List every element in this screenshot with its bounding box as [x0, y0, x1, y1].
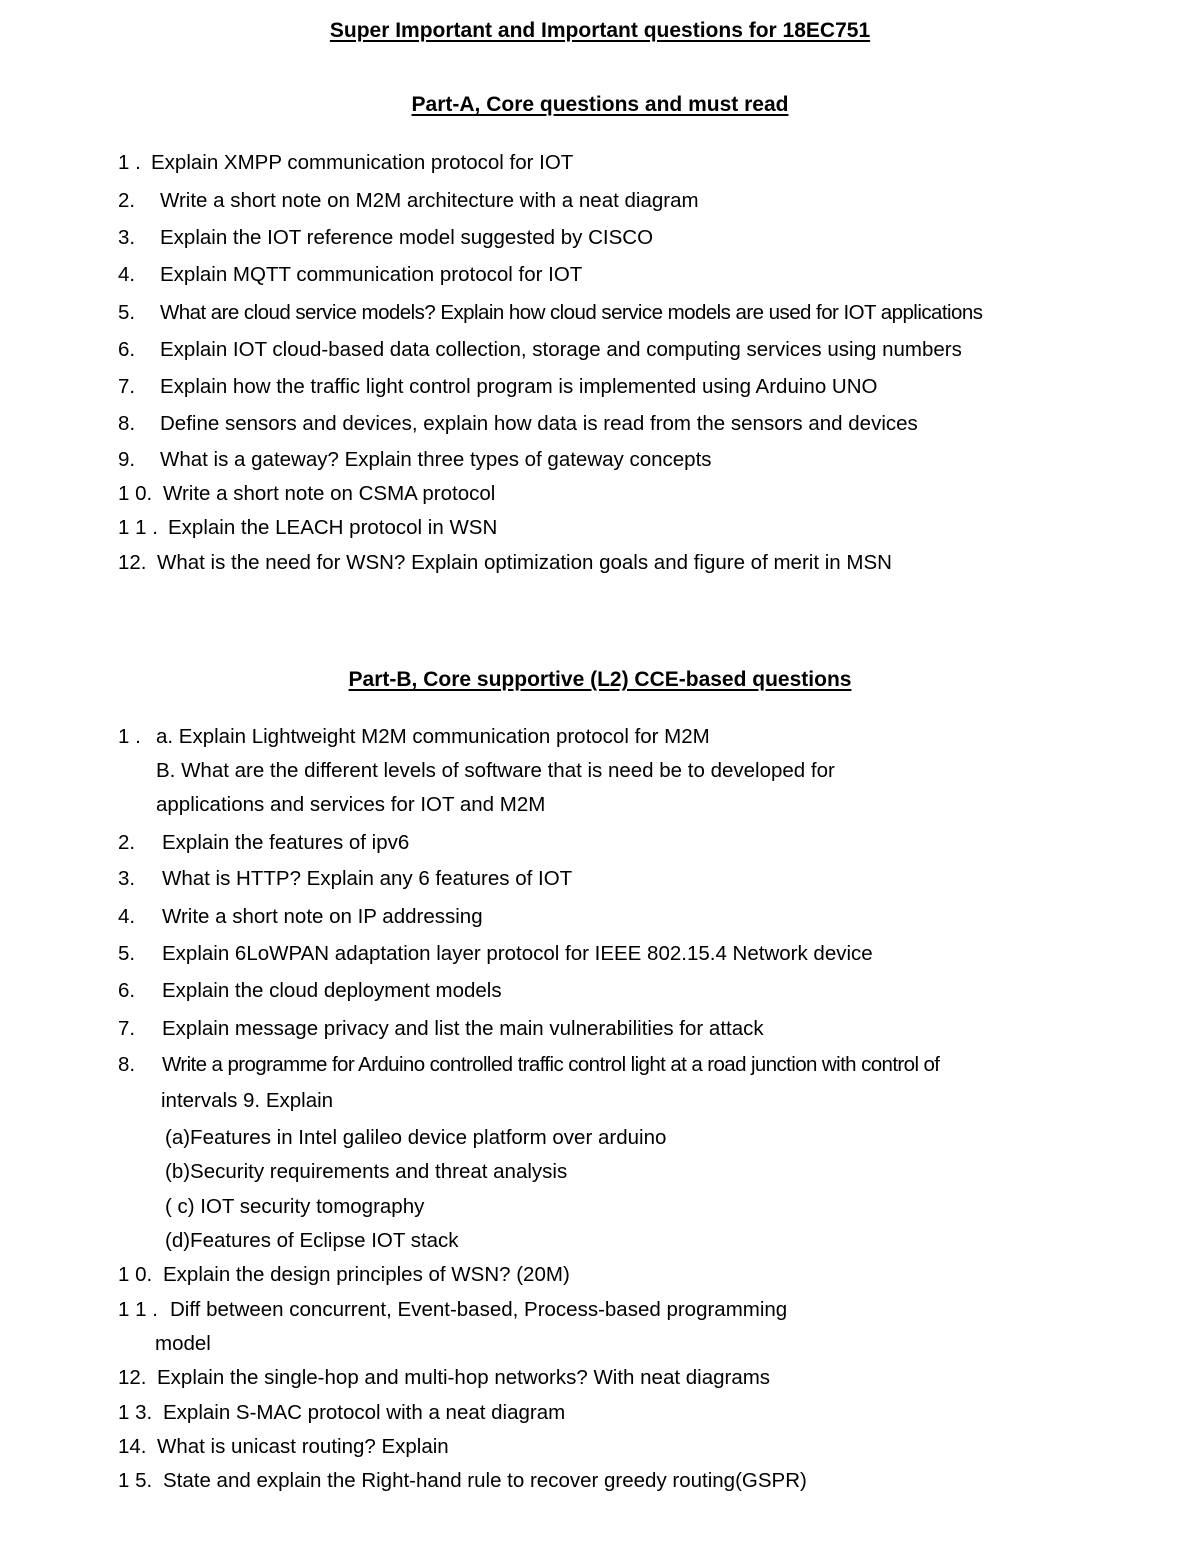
item-number: 1 0.: [118, 482, 153, 505]
item-text: Diff between concurrent, Event-based, Process-based programming: [170, 1298, 788, 1321]
item-number: 12.: [118, 1366, 147, 1389]
item-text: What is unicast routing? Explain: [157, 1435, 449, 1458]
item-text: intervals 9. Explain: [161, 1089, 334, 1112]
item-text: Write a short note on IP addressing: [162, 905, 483, 928]
item-text: Explain the single-hop and multi-hop networks? With neat diagrams: [157, 1366, 771, 1389]
item-text: (d)Features of Eclipse IOT stack: [165, 1229, 459, 1252]
item-text: Explain the features of ipv6: [162, 831, 410, 854]
item-text: What is HTTP? Explain any 6 features of IOT: [162, 867, 573, 890]
item-number: 1 1 .: [118, 516, 158, 539]
item-number: 1 1 .: [118, 1298, 158, 1321]
item-number: 5.: [118, 942, 136, 965]
item-number: 12.: [118, 551, 147, 574]
item-number: 4.: [118, 905, 136, 928]
item-text: What is a gateway? Explain three types of gateway concepts: [160, 448, 712, 471]
item-text: What is the need for WSN? Explain optimization goals and figure of merit in MSN: [157, 551, 892, 574]
item-number: 7.: [118, 1017, 136, 1040]
item-text: ( c) IOT security tomography: [165, 1195, 425, 1218]
item-text: What are cloud service models? Explain how cloud service models are used for IOT applications: [160, 301, 983, 324]
part-b-heading: Part-B, Core supportive (L2) CCE-based questions: [348, 668, 852, 691]
item-number: 14.: [118, 1435, 147, 1458]
item-text: Write a short note on M2M architecture with a neat diagram: [160, 189, 699, 212]
item-number: 2.: [118, 831, 136, 854]
item-text: Explain the LEACH protocol in WSN: [168, 516, 498, 539]
item-text: Explain how the traffic light control program is implemented using Arduino UNO: [160, 375, 878, 398]
item-number: 6.: [118, 338, 136, 361]
item-text: Explain the IOT reference model suggested by CISCO: [160, 226, 654, 249]
item-text: applications and services for IOT and M2M: [156, 793, 546, 816]
part-a-heading: Part-A, Core questions and must read: [411, 93, 789, 116]
item-number: 9.: [118, 448, 136, 471]
item-number: 5.: [118, 301, 136, 324]
item-text: a. Explain Lightweight M2M communication protocol for M2M: [156, 725, 710, 748]
item-text: Explain XMPP communication protocol for IOT: [151, 151, 574, 174]
item-text: Explain MQTT communication protocol for IOT: [160, 263, 583, 286]
item-number: 8.: [118, 412, 136, 435]
item-number: 7.: [118, 375, 136, 398]
item-number: 4.: [118, 263, 136, 286]
item-number: 2.: [118, 189, 136, 212]
item-text: B. What are the different levels of software that is need be to developed for: [156, 759, 835, 782]
item-number: 3.: [118, 867, 136, 890]
item-text: Explain the cloud deployment models: [162, 979, 502, 1002]
item-text: (a)Features in Intel galileo device platform over arduino: [165, 1126, 667, 1149]
item-number: 1 .: [118, 725, 141, 748]
item-text: Explain S-MAC protocol with a neat diagram: [163, 1401, 566, 1424]
item-text: Explain IOT cloud-based data collection, storage and computing services using numbers: [160, 338, 962, 361]
item-number: 6.: [118, 979, 136, 1002]
item-text: State and explain the Right-hand rule to recover greedy routing(GSPR): [163, 1469, 807, 1492]
item-text: Explain 6LoWPAN adaptation layer protocol for IEEE 802.15.4 Network device: [162, 942, 873, 965]
item-text: (b)Security requirements and threat analysis: [165, 1160, 568, 1183]
document-title: Super Important and Important questions for 18EC751: [329, 19, 871, 42]
item-text: Write a short note on CSMA protocol: [163, 482, 496, 505]
item-text: model: [155, 1332, 211, 1355]
item-text: Write a programme for Arduino controlled traffic control light at a road junction with control of: [162, 1053, 940, 1076]
item-text: Define sensors and devices, explain how data is read from the sensors and devices: [160, 412, 918, 435]
item-number: 1 .: [118, 151, 141, 174]
item-text: Explain the design principles of WSN? (20M): [163, 1263, 570, 1286]
item-text: Explain message privacy and list the main vulnerabilities for attack: [162, 1017, 764, 1040]
item-number: 8.: [118, 1053, 136, 1076]
item-number: 1 0.: [118, 1263, 153, 1286]
item-number: 1 5.: [118, 1469, 153, 1492]
item-number: 3.: [118, 226, 136, 249]
item-number: 1 3.: [118, 1401, 153, 1424]
